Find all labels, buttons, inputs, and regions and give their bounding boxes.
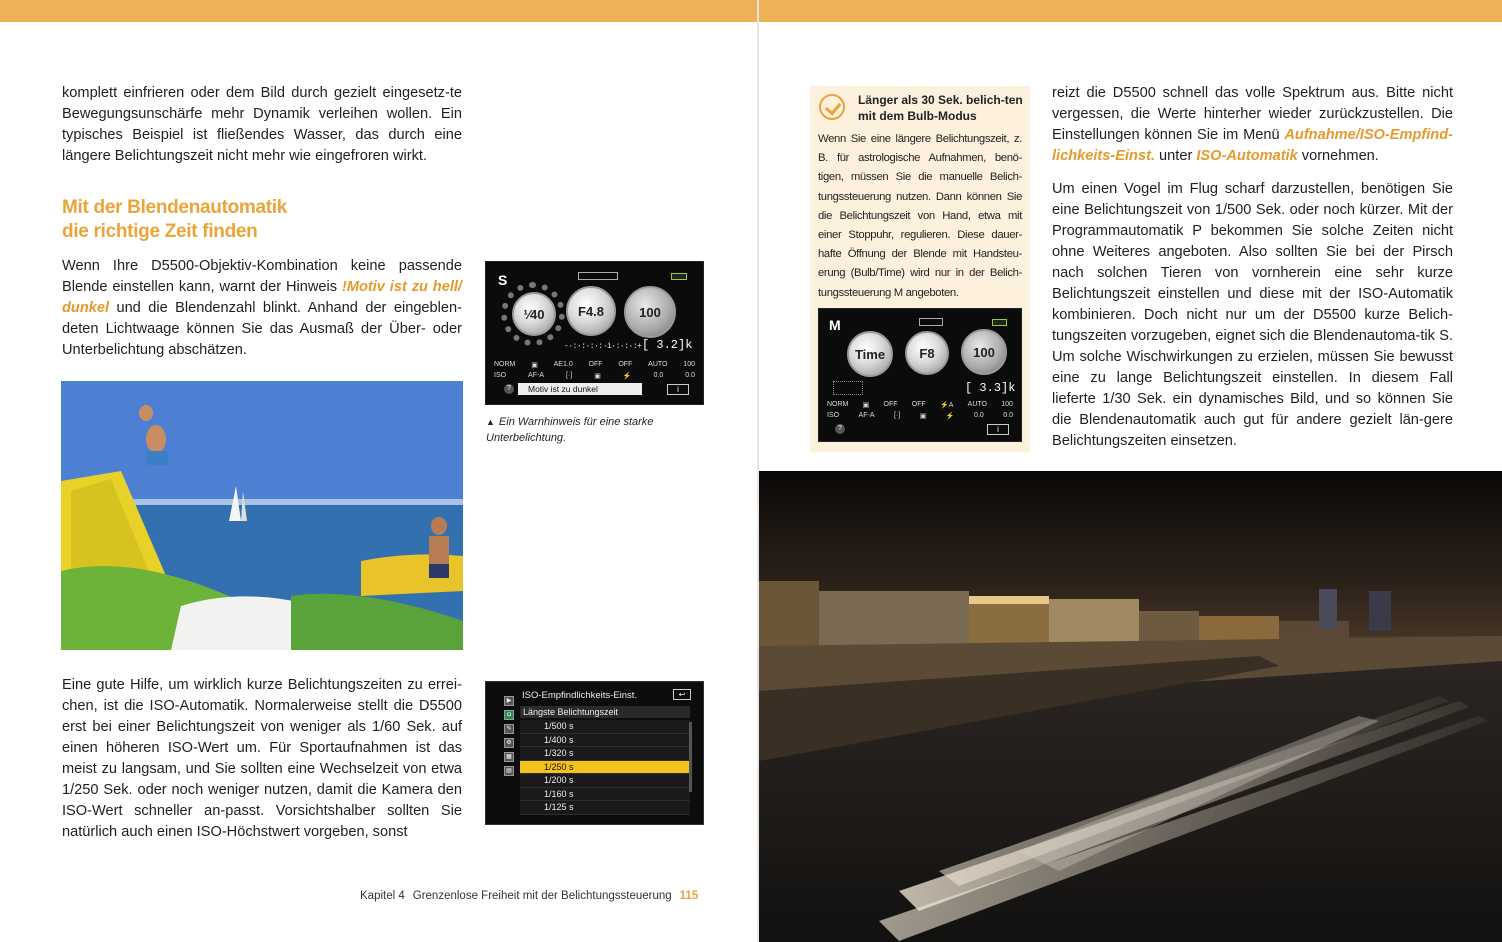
aperture-warning-ring — [501, 282, 565, 346]
water-slide-illustration — [61, 381, 463, 650]
info-cell: ▣ — [531, 362, 538, 369]
mode-indicator: M — [829, 317, 841, 333]
camera-screen-shutter-priority — [485, 261, 704, 405]
shutter-dial: ¹⁄40 — [512, 292, 556, 336]
caption-text: Ein Warnhinweis für eine starke Unterbelichtung. — [486, 416, 654, 444]
heading-line-1: Mit der Blendenautomatik — [62, 197, 288, 218]
menu-item: 1/160 s — [520, 788, 690, 802]
aperture-dial: F4.8 — [566, 286, 616, 336]
info-cell: NORM — [494, 361, 516, 368]
mode-indicator: S — [498, 272, 508, 288]
caption-marker: ▲ — [486, 417, 495, 427]
checkmark-icon — [819, 94, 845, 120]
info-cell: 0.0 — [974, 412, 984, 419]
pencil-icon: ✎ — [504, 724, 514, 734]
recent-icon: ▤ — [504, 766, 514, 776]
info-cell: 100 — [1001, 401, 1013, 408]
info-cell: [·] — [565, 372, 573, 379]
exposure-scale: -·:·:·:·:·i·:·:·:+ — [564, 342, 642, 351]
iso-menu-screen — [485, 681, 704, 825]
aperture-dial: F8 — [905, 331, 949, 375]
top-status-icons — [578, 272, 618, 280]
menu-item: 1/320 s — [520, 747, 690, 761]
shots-remaining: [ 3.2]k — [642, 338, 693, 352]
warning-highlight: !Motiv ist zu hell/ dunkel — [62, 279, 462, 316]
menu-item: 1/200 s — [520, 774, 690, 788]
info-cell: ▣ — [862, 402, 870, 409]
info-cell: AE1.0 — [553, 361, 573, 368]
shutter-dial: Time — [847, 331, 893, 377]
battery-icon — [992, 319, 1007, 326]
right-paragraph-2: Um einen Vogel im Flug scharf darzustellen, benötigen Sie eine Belichtungszeit von 1/500 Sek. oder noch kürzer. Mit der Programmautomatik P bekommen Sie solche Zeiten nicht ohne Weiteres angeboten. Also sollten Sie bei der Pirsch nach solchen Tieren von vornherein eine sehr kurze Belichtungszeit einstellen und diese mit der ISO-Automatik kombinieren. Doch nicht nur um der D5500 kurze Belich-tungszeiten vorzugeben, eignet sich die Blendenautoma-tik S. Um solche Wischwirkungen zu erzielen, müssen Sie bewusst eine zu lange Belichtungszeit einstellen. In diesem Fall lieferte 1/30 Sek. ein dynamisches Bild, und so können Sie die Blendenautomatik auch gut für andere gezielt län-gere Belichtungszeiten einsetzen. — [1052, 181, 1453, 449]
top-bar-right — [759, 0, 1502, 22]
night-river-illustration — [759, 471, 1502, 942]
battery-icon — [671, 273, 687, 280]
menu-title: ISO-Empfindlichkeits-Einst. — [522, 690, 638, 701]
iso-value: 100 — [639, 304, 661, 320]
tip-title: Länger als 30 Sek. belich-ten mit dem Bulb-Modus — [858, 93, 1023, 123]
info-cell: 100 — [683, 361, 695, 368]
info-row-1 — [494, 361, 695, 371]
right-p1-end: vornehmen. — [1297, 148, 1379, 164]
info-button-icon: i — [667, 384, 689, 395]
figure-caption — [486, 414, 706, 446]
back-icon: ↩ — [673, 689, 691, 700]
help-icon: ? — [835, 424, 845, 434]
menu-item: 1/400 s — [520, 734, 690, 748]
footer-title: Grenzenlose Freiheit mit der Belichtungssteuerung — [412, 890, 672, 902]
warning-paragraph-end: und die Blendenzahl blinkt. Anhand der eingeblen-deten Lichtwaage können Sie das Ausmaß der Über- oder Unterbelichtung abschätzen. — [62, 300, 462, 358]
info-cell: ⚡ — [622, 373, 632, 380]
photo-night-river — [759, 471, 1502, 942]
info-row-2 — [827, 412, 1013, 422]
info-row-2 — [494, 372, 695, 382]
info-cell: AF-A — [528, 372, 544, 379]
camera-icon: ◘ — [504, 710, 514, 720]
info-cell: AUTO — [648, 361, 668, 368]
shots-remaining: [ 3.3]k — [965, 381, 1016, 395]
info-cell: ⚡A — [940, 402, 954, 409]
photo-water-slide — [61, 381, 463, 650]
section-heading — [62, 196, 362, 244]
iso-value: 100 — [973, 344, 995, 360]
retouch-icon: ▦ — [504, 752, 514, 762]
menu-list — [520, 720, 690, 815]
iso-auto-highlight: ISO-Automatik — [1196, 148, 1298, 164]
info-cell: [·] — [893, 412, 901, 419]
iso-dial — [624, 286, 676, 338]
wrench-icon: ⚙ — [504, 738, 514, 748]
help-icon: ? — [504, 384, 514, 394]
info-cell: OFF — [588, 361, 603, 368]
tip-box — [810, 86, 1030, 452]
menu-item: 1/125 s — [520, 801, 690, 815]
exposure-meter-icon — [833, 381, 863, 395]
info-cell: OFF — [618, 361, 633, 368]
info-cell: ▣ — [594, 373, 601, 380]
info-cell: 0.0 — [653, 372, 664, 379]
warning-paragraph-start: Wenn Ihre D5500-Objektiv-Kombination keine passende Blende einstellen kann, warnt der Hinweis — [62, 258, 462, 295]
page-number: 115 — [679, 890, 699, 902]
right-paragraph-1 — [1052, 83, 1453, 167]
warning-banner — [518, 383, 642, 395]
info-cell: ⚡ — [945, 413, 955, 420]
right-p1-mid: unter — [1155, 148, 1197, 164]
top-bar-left — [0, 0, 757, 22]
info-cell: 0.0 — [685, 372, 695, 379]
info-cell: ISO — [827, 412, 840, 419]
menu-path-highlight: Aufnahme/ISO-Empfind-lichkeits-Einst. — [1052, 127, 1453, 164]
menu-subtitle: Längste Belichtungszeit — [520, 706, 690, 718]
warning-paragraph — [62, 256, 462, 361]
info-cell: NORM — [827, 401, 849, 408]
menu-scrollbar — [689, 722, 692, 792]
heading-line-2: die richtige Zeit finden — [62, 221, 258, 242]
menu-sidebar — [504, 696, 516, 780]
menu-item-selected: 1/250 s — [520, 761, 690, 775]
iso-dial — [961, 329, 1007, 375]
footer-chapter: Kapitel 4 — [360, 890, 405, 902]
right-p1-start: reizt die D5500 schnell das volle Spektrum aus. Bitte nicht vergessen, die Werte hinterher wieder zurückzustellen. Die Einstellungen können Sie im Menü — [1052, 85, 1453, 143]
warning-text: Motiv ist zu dunkel — [528, 384, 598, 394]
top-status-icons — [919, 318, 943, 326]
info-cell: ▣ — [919, 413, 927, 420]
info-button-icon: i — [987, 424, 1009, 435]
info-row-1 — [827, 401, 1013, 411]
page-footer — [360, 890, 698, 902]
tip-text: Wenn Sie eine längere Belichtungszeit, z. B. für astrologische Aufnahmen, benö-tigen, müssen Sie die manuelle Belich-tungssteuerung nutzen. Dann können Sie die Belichtungszeit von Hand, etwa mit einer Stoppuhr, regulieren. Diese dauer-hafte Öffnung der Blende mit Handsteu-erung (Bulb/Time) wird nur in der Belich-tungssteuerung M angeboten. — [818, 133, 1022, 299]
info-cell: OFF — [911, 401, 926, 408]
info-cell: ISO — [494, 372, 507, 379]
info-cell: AF-A — [858, 412, 875, 419]
menu-item: 1/500 s — [520, 720, 690, 734]
info-cell: 0.0 — [1003, 412, 1013, 419]
intro-paragraph: komplett einfrieren oder dem Bild durch gezielt eingesetz-te Bewegungsunschärfe mehr Dynamik verleihen wollen. Ein typisches Beispiel ist fließendes Wasser, das durch eine längere Belichtungszeit nicht mehr wie eingefroren wirkt. — [62, 85, 462, 164]
camera-screen-manual — [818, 308, 1022, 442]
play-icon: ▶ — [504, 696, 514, 706]
iso-paragraph: Eine gute Hilfe, um wirklich kurze Belichtungszeiten zu errei-chen, ist die ISO-Automatik. Normalerweise stellt die D5500 erst bei einer Belichtungszeit von weniger als 1/60 Sek. auf einen höheren ISO-Wert um. Für Sportaufnahmen ist das meist zu langsam, und Sie sollten eine Wechselzeit von etwa 1/250 Sek. oder noch weniger nutzen, damit die Kamera den ISO-Wert schneller an-passt. Vorsichtshalber sollten Sie natürlich auch einen ISO-Höchstwert vorgeben, sonst — [62, 677, 462, 840]
info-cell: OFF — [883, 401, 898, 408]
info-cell: AUTO — [967, 401, 987, 408]
